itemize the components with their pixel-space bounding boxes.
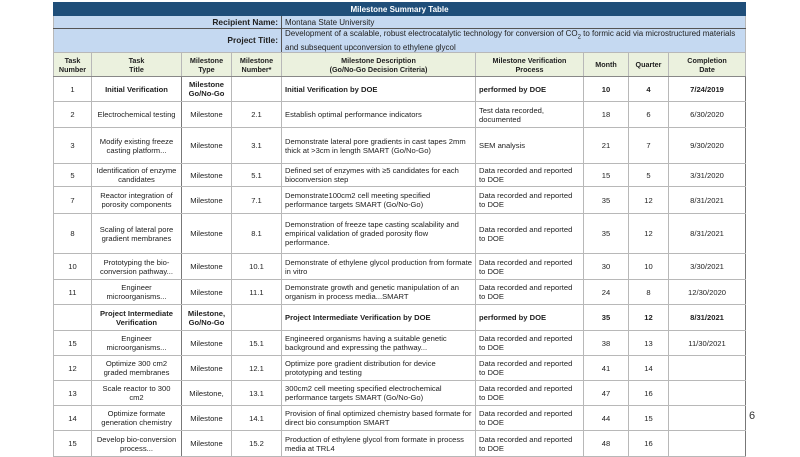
header-task-number <box>54 53 92 77</box>
task-title-cell: Prototyping the bio-conversion pathway... <box>92 254 182 280</box>
milestone-type-cell: Milestone <box>182 214 232 254</box>
month-cell: 38 <box>584 331 629 356</box>
milestone-number-cell <box>232 305 282 331</box>
description-cell: Optimize pore gradient distribution for device prototyping and testing <box>282 356 476 381</box>
task-number-cell: 3 <box>54 128 92 164</box>
table-row <box>54 280 746 305</box>
verification-cell: Data recorded and reported to DOE <box>476 254 584 280</box>
verification-cell: Data recorded and reported to DOE <box>476 187 584 214</box>
month-cell: 18 <box>584 102 629 128</box>
header-text: Number* <box>241 64 272 74</box>
description-cell: Provision of final optimized chemistry based formate for direct bio consumption SMART <box>282 406 476 431</box>
completion-date-cell: 3/31/2020 <box>669 164 746 187</box>
description-cell: Demonstrate100cm2 cell meeting specified performance targets SMART (Go/No-Go) <box>282 187 476 214</box>
completion-date-cell <box>669 381 746 406</box>
task-number-cell: 15 <box>54 331 92 356</box>
header-text: Milestone <box>189 55 224 65</box>
description-cell: Engineered organisms having a suitable genetic background and expressing the pathway... <box>282 331 476 356</box>
verification-cell: Data recorded and reported to DOE <box>476 431 584 457</box>
header-text: Task <box>64 55 81 65</box>
table-row <box>54 164 746 187</box>
task-title-cell: Modify existing freeze casting platform... <box>92 128 182 164</box>
task-title-cell: Optimize 300 cm2 graded membranes <box>92 356 182 381</box>
milestone-type-cell: Milestone <box>182 280 232 305</box>
milestone-type-cell: Milestone <box>182 406 232 431</box>
quarter-cell: 12 <box>629 187 669 214</box>
completion-date-cell: 8/31/2021 <box>669 214 746 254</box>
task-number-cell <box>54 305 92 331</box>
header-text: Date <box>699 64 715 74</box>
header-completion <box>669 53 746 77</box>
quarter-cell: 16 <box>629 381 669 406</box>
completion-date-cell: 11/30/2021 <box>669 331 746 356</box>
header-text: Title <box>129 64 144 74</box>
description-cell: Initial Verification by DOE <box>282 77 476 102</box>
task-title-cell: Scale reactor to 300 cm2 <box>92 381 182 406</box>
task-number-cell: 1 <box>54 77 92 102</box>
task-number-cell: 2 <box>54 102 92 128</box>
table-row <box>54 102 746 128</box>
task-title-cell: Develop bio-conversion process... <box>92 431 182 457</box>
project-title-text-end: to formic acid via microstructured materials and subsequent upconversion to ethylene glycol <box>285 29 736 52</box>
description-cell: Project Intermediate Verification by DOE <box>282 305 476 331</box>
header-text: Completion <box>687 55 727 65</box>
table-body <box>54 77 746 457</box>
header-text: Process <box>515 64 544 74</box>
quarter-cell: 13 <box>629 331 669 356</box>
description-cell: Demonstration of freeze tape casting scalability and empirical validation of graded porosity flow performance. <box>282 214 476 254</box>
recipient-label: Recipient Name: <box>54 16 282 29</box>
milestone-number-cell: 12.1 <box>232 356 282 381</box>
month-cell: 15 <box>584 164 629 187</box>
completion-date-cell: 9/30/2020 <box>669 128 746 164</box>
header-text: Task <box>128 55 145 65</box>
table-row <box>54 331 746 356</box>
quarter-cell: 16 <box>629 431 669 457</box>
task-number-cell: 11 <box>54 280 92 305</box>
verification-cell: Data recorded and reported to DOE <box>476 280 584 305</box>
milestone-type-cell: Milestone <box>182 254 232 280</box>
quarter-cell: 8 <box>629 280 669 305</box>
milestone-number-cell: 3.1 <box>232 128 282 164</box>
task-number-cell: 10 <box>54 254 92 280</box>
milestone-type-cell: Milestone <box>182 128 232 164</box>
task-title-cell: Identification of enzyme candidates <box>92 164 182 187</box>
milestone-summary-table <box>53 2 746 457</box>
task-title-cell: Initial Verification <box>92 77 182 102</box>
table-row <box>54 305 746 331</box>
month-cell: 30 <box>584 254 629 280</box>
description-cell: Defined set of enzymes with ≥5 candidates for each bioconversion step <box>282 164 476 187</box>
completion-date-cell: 8/31/2021 <box>669 187 746 214</box>
header-text: Milestone Verification <box>492 55 567 65</box>
verification-cell: Data recorded and reported to DOE <box>476 406 584 431</box>
table-row <box>54 214 746 254</box>
quarter-cell: 10 <box>629 254 669 280</box>
completion-date-cell: 6/30/2020 <box>669 102 746 128</box>
month-cell: 44 <box>584 406 629 431</box>
column-header-row <box>54 53 746 77</box>
task-number-cell: 8 <box>54 214 92 254</box>
task-number-cell: 15 <box>54 431 92 457</box>
milestone-number-cell: 7.1 <box>232 187 282 214</box>
milestone-type-cell: Milestone Go/No-Go <box>182 77 232 102</box>
month-cell: 47 <box>584 381 629 406</box>
milestone-number-cell: 2.1 <box>232 102 282 128</box>
milestone-type-cell: Milestone <box>182 431 232 457</box>
header-text: Milestone Description <box>341 55 416 65</box>
milestone-type-cell: Milestone <box>182 356 232 381</box>
quarter-cell: 12 <box>629 305 669 331</box>
milestone-number-cell <box>232 77 282 102</box>
table-row <box>54 254 746 280</box>
quarter-cell: 15 <box>629 406 669 431</box>
task-number-cell: 12 <box>54 356 92 381</box>
quarter-cell: 6 <box>629 102 669 128</box>
table-row <box>54 77 746 102</box>
completion-date-cell <box>669 406 746 431</box>
quarter-cell: 7 <box>629 128 669 164</box>
milestone-type-cell: Milestone, <box>182 381 232 406</box>
header-milestone-number <box>232 53 282 77</box>
description-cell: Demonstrate growth and genetic manipulation of an organism in process media...SMART <box>282 280 476 305</box>
task-title-cell: Engineer microorganisms... <box>92 331 182 356</box>
page-number: 6 <box>749 410 756 422</box>
header-quarter: Quarter <box>629 53 669 77</box>
milestone-type-cell: Milestone <box>182 102 232 128</box>
quarter-cell: 5 <box>629 164 669 187</box>
verification-cell: Data recorded and reported to DOE <box>476 331 584 356</box>
task-title-cell: Optimize formate generation chemistry <box>92 406 182 431</box>
table-row <box>54 356 746 381</box>
month-cell: 48 <box>584 431 629 457</box>
quarter-cell: 14 <box>629 356 669 381</box>
milestone-type-cell: Milestone, Go/No-Go <box>182 305 232 331</box>
table-row <box>54 406 746 431</box>
month-cell: 24 <box>584 280 629 305</box>
header-description <box>282 53 476 77</box>
milestone-number-cell: 14.1 <box>232 406 282 431</box>
milestone-number-cell: 15.1 <box>232 331 282 356</box>
table-row <box>54 128 746 164</box>
milestone-number-cell: 8.1 <box>232 214 282 254</box>
header-text: Milestone <box>239 55 274 65</box>
task-number-cell: 7 <box>54 187 92 214</box>
milestone-number-cell: 10.1 <box>232 254 282 280</box>
description-cell: Production of ethylene glycol from formate in process media at TRL4 <box>282 431 476 457</box>
project-title-value <box>282 29 746 53</box>
task-title-cell: Project Intermediate Verification <box>92 305 182 331</box>
task-number-cell: 14 <box>54 406 92 431</box>
table-row <box>54 431 746 457</box>
milestone-type-cell: Milestone <box>182 331 232 356</box>
month-cell: 10 <box>584 77 629 102</box>
month-cell: 41 <box>584 356 629 381</box>
header-milestone-type <box>182 53 232 77</box>
table-row <box>54 187 746 214</box>
verification-cell: Data recorded and reported to DOE <box>476 356 584 381</box>
verification-cell: Data recorded and reported to DOE <box>476 214 584 254</box>
verification-cell: performed by DOE <box>476 305 584 331</box>
description-cell: Establish optimal performance indicators <box>282 102 476 128</box>
verification-cell: Test data recorded, documented <box>476 102 584 128</box>
completion-date-cell: 8/31/2021 <box>669 305 746 331</box>
verification-cell: Data recorded and reported to DOE <box>476 381 584 406</box>
header-text: (Go/No-Go Decision Criteria) <box>329 64 428 74</box>
completion-date-cell: 12/30/2020 <box>669 280 746 305</box>
description-cell: Demonstrate lateral pore gradients in cast tapes 2mm thick at >3cm in length SMART (Go/No-Go) <box>282 128 476 164</box>
month-cell: 35 <box>584 305 629 331</box>
completion-date-cell <box>669 431 746 457</box>
task-title-cell: Electrochemical testing <box>92 102 182 128</box>
project-title-label: Project Title: <box>54 29 282 53</box>
task-number-cell: 13 <box>54 381 92 406</box>
recipient-value: Montana State University <box>282 16 746 29</box>
milestone-number-cell: 11.1 <box>232 280 282 305</box>
task-number-cell: 5 <box>54 164 92 187</box>
header-task-title <box>92 53 182 77</box>
quarter-cell: 4 <box>629 77 669 102</box>
milestone-number-cell: 13.1 <box>232 381 282 406</box>
project-title-subscript: 2 <box>577 34 581 41</box>
task-title-cell: Engineer microorganisms... <box>92 280 182 305</box>
completion-date-cell: 7/24/2019 <box>669 77 746 102</box>
header-verification <box>476 53 584 77</box>
project-title-text: Development of a scalable, robust electrocatalytic technology for conversion of CO <box>285 29 578 39</box>
milestone-type-cell: Milestone <box>182 187 232 214</box>
description-cell: 300cm2 cell meeting specified electrochemical performance targets SMART (Go/No-Go) <box>282 381 476 406</box>
milestone-number-cell: 5.1 <box>232 164 282 187</box>
task-title-cell: Scaling of lateral pore gradient membranes <box>92 214 182 254</box>
header-text: Type <box>198 64 215 74</box>
table-row <box>54 381 746 406</box>
quarter-cell: 12 <box>629 214 669 254</box>
completion-date-cell: 3/30/2021 <box>669 254 746 280</box>
verification-cell: SEM analysis <box>476 128 584 164</box>
milestone-number-cell: 15.2 <box>232 431 282 457</box>
verification-cell: performed by DOE <box>476 77 584 102</box>
header-month: Month <box>584 53 629 77</box>
description-cell: Demonstrate of ethylene glycol production from formate in vitro <box>282 254 476 280</box>
month-cell: 21 <box>584 128 629 164</box>
month-cell: 35 <box>584 214 629 254</box>
verification-cell: Data recorded and reported to DOE <box>476 164 584 187</box>
table-title: Milestone Summary Table <box>54 3 746 16</box>
milestone-type-cell: Milestone <box>182 164 232 187</box>
completion-date-cell <box>669 356 746 381</box>
task-title-cell: Reactor integration of porosity components <box>92 187 182 214</box>
header-text: Number <box>58 64 87 74</box>
month-cell: 35 <box>584 187 629 214</box>
